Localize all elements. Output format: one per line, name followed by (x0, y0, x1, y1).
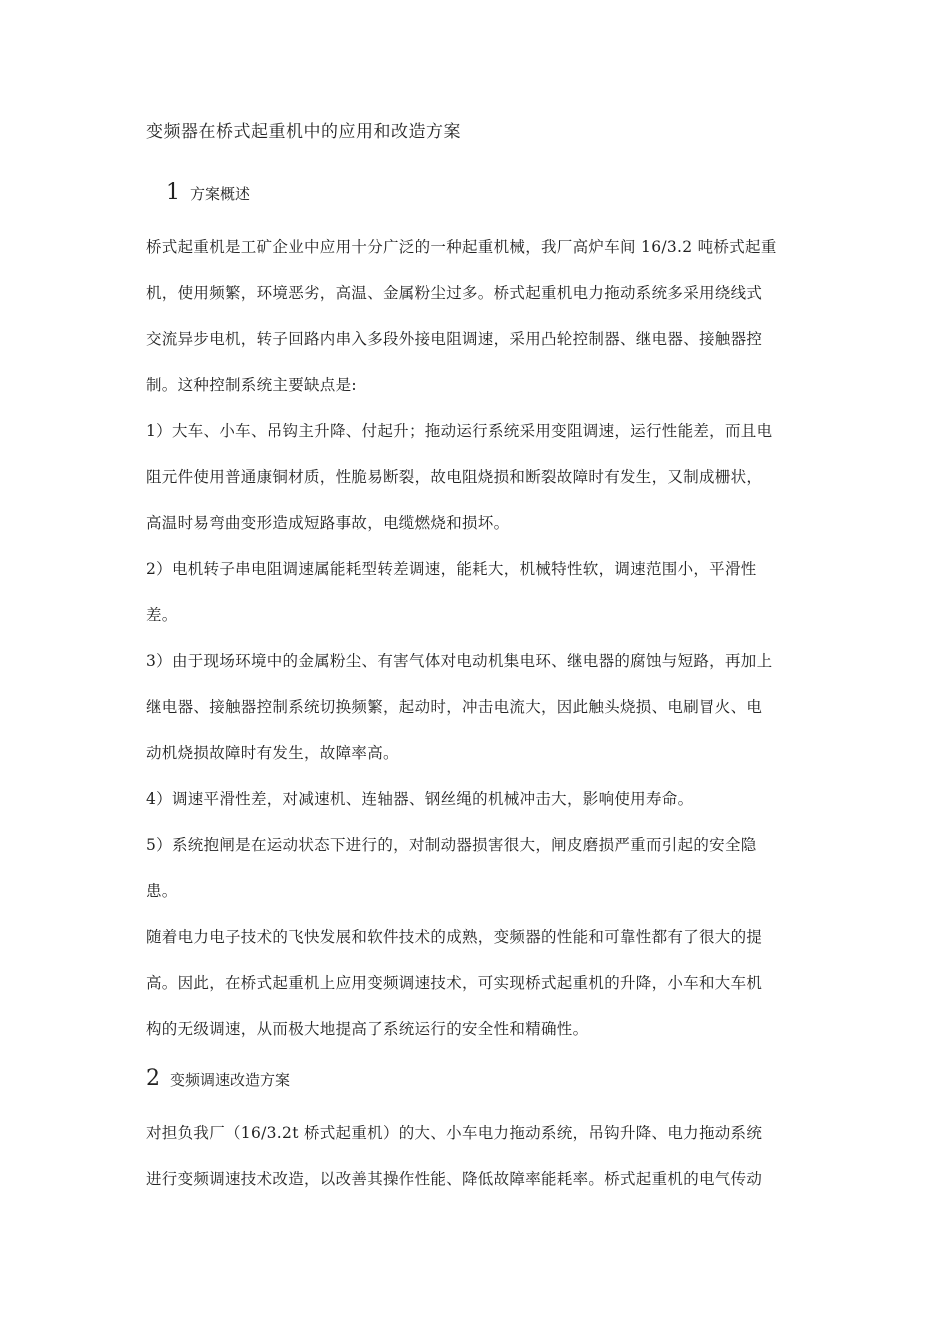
list-item-line: 高温时易弯曲变形造成短路事故，电缆燃烧和损坏。 (146, 514, 510, 532)
section-2-number: 2 (146, 1066, 160, 1091)
section-2-heading (146, 1066, 290, 1091)
paragraph-line: 构的无级调速，从而极大地提高了系统运行的安全性和精确性。 (146, 1020, 589, 1038)
list-item-line: 继电器、接触器控制系统切换频繁，起动时，冲击电流大，因此触头烧损、电刷冒火、电 (146, 698, 763, 716)
paragraph-line: 制。这种控制系统主要缺点是: (146, 376, 357, 394)
paragraph-line: 机，使用频繁，环境恶劣，高温、金属粉尘过多。桥式起重机电力拖动系统多采用绕线式 (146, 284, 763, 302)
paragraph-line: 桥式起重机是工矿企业中应用十分广泛的一种起重机械，我厂高炉车间 16/3.2 吨桥式起重 (146, 238, 777, 256)
paragraph-line: 进行变频调速技术改造，以改善其操作性能、降低故障率能耗率。桥式起重机的电气传动 (146, 1170, 763, 1188)
list-item-line: 4）调速平滑性差，对减速机、连轴器、钢丝绳的机械冲击大，影响使用寿命。 (146, 790, 694, 808)
section-1-heading (166, 180, 250, 205)
list-item-line: 5）系统抱闸是在运动状态下进行的，对制动器损害很大，闸皮磨损严重而引起的安全隐 (146, 836, 757, 854)
paragraph-line: 高。因此，在桥式起重机上应用变频调速技术，可实现桥式起重机的升降，小车和大车机 (146, 974, 763, 992)
list-item-line: 差。 (146, 606, 178, 624)
list-item-line: 2）电机转子串电阻调速属能耗型转差调速，能耗大，机械特性软，调速范围小，平滑性 (146, 560, 757, 578)
section-1-body (146, 224, 818, 1052)
list-item-line: 3）由于现场环境中的金属粉尘、有害气体对电动机集电环、继电器的腐蚀与短路，再加上 (146, 652, 773, 670)
paragraph-line: 随着电力电子技术的飞快发展和软件技术的成熟，变频器的性能和可靠性都有了很大的提 (146, 928, 763, 946)
list-item-line: 动机烧损故障时有发生，故障率高。 (146, 744, 399, 762)
section-1-title: 方案概述 (190, 185, 251, 203)
list-item-line: 阻元件使用普通康铜材质，性脆易断裂，故电阻烧损和断裂故障时有发生，又制成栅状， (146, 468, 763, 486)
section-2-title: 变频调速改造方案 (170, 1071, 291, 1089)
section-2-body (146, 1110, 818, 1202)
paragraph-line: 交流异步电机，转子回路内串入多段外接电阻调速，采用凸轮控制器、继电器、接触器控 (146, 330, 763, 348)
list-item-line: 1）大车、小车、吊钩主升降、付起升；拖动运行系统采用变阻调速，运行性能差，而且电 (146, 422, 773, 440)
paragraph-line: 对担负我厂（16/3.2t 桥式起重机）的大、小车电力拖动系统，吊钩升降、电力拖动系统 (146, 1124, 763, 1142)
document-title: 变频器在桥式起重机中的应用和改造方案 (146, 122, 461, 142)
section-1-number: 1 (166, 180, 180, 205)
list-item-line: 患。 (146, 882, 178, 900)
